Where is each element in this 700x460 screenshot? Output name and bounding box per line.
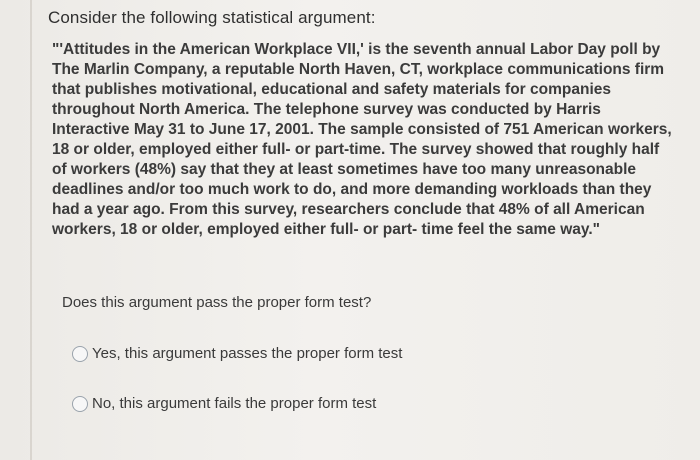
answer-option-yes-label[interactable]: Yes, this argument passes the proper form test: [92, 345, 403, 362]
answer-option-yes[interactable]: [72, 345, 402, 362]
answer-option-no[interactable]: [72, 395, 376, 412]
question-prompt: Does this argument pass the proper form test?: [62, 294, 372, 311]
card-left-edge: [30, 0, 32, 460]
question-heading: Consider the following statistical argument:: [48, 8, 376, 27]
radio-button-yes[interactable]: [72, 346, 88, 362]
answer-option-no-label[interactable]: No, this argument fails the proper form test: [92, 395, 377, 412]
radio-button-no[interactable]: [72, 396, 88, 412]
argument-quote: "'Attitudes in the American Workplace VII,' is the seventh annual Labor Day poll by The Marlin Company, a reputable North Haven, CT, workplace communications firm that publishes motivational, educational and safety materials for companies throughout North America. The telephone survey was conducted by Harris Interactive May 31 to June 17, 2001. The sample consisted of 751 American workers, 18 or older, employed either full- or part-time. The survey showed that roughly half of workers (48%) say that they at least sometimes have too many unreasonable deadlines and/or too much work to do, and more demanding workloads than they had a year ago. From this survey, researchers conclude that 48% of all American workers, 18 or older, employed either full- or part- time feel the same way.": [52, 41, 672, 238]
